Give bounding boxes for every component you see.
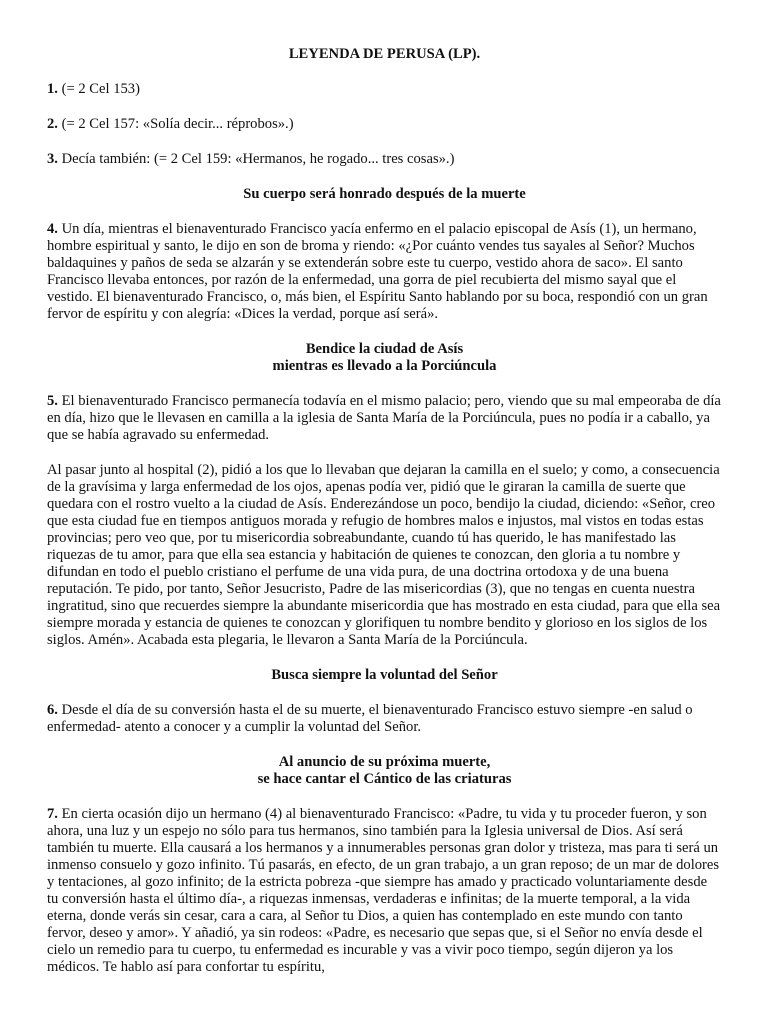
- paragraph-6: [47, 702, 722, 736]
- section-heading: Busca siempre la voluntad del Señor: [271, 667, 498, 683]
- paragraph-1: [47, 81, 722, 98]
- paragraph-number: 3.: [47, 151, 58, 167]
- paragraph-4: [47, 221, 722, 323]
- section-heading-line: mientras es llevado a la Porciúncula: [272, 358, 497, 374]
- document-title: LEYENDA DE PERUSA (LP).: [288, 46, 481, 62]
- paragraph-text: En cierta ocasión dijo un hermano (4) al bienaventurado Francisco: «Padre, tu vida y tu proceder fueron, y son ahora, una luz y un espejo no sólo para tus hermanos, sino también para la Iglesia universal de Dios. Así será también tu muerte. Ella causará a los hermanos y a innumerables personas gran dolor y tristeza, mas para ti será un inmenso consuelo y gozo infinito. Tú pasarás, en efecto, de un gran trabajo, a un gran reposo; de un mar de dolores y tentaciones, al gozo infinito; de la estricta pobreza -que siempre has amado y practicado voluntariamente desde tu conversión hasta el último día-, a riquezas inmensas, verdaderas e infinitas; de la muerte temporal, a la vida eterna, donde verás sin cesar, cara a cara, al Señor tu Dios, a quien has contemplado en este mundo con tanto fervor, deseo y amor». Y añadió, ya sin rodeos: «Padre, es necesario que sepas que, si el Señor no envía desde el cielo un remedio para tu cuerpo, tu enfermedad es incurable y vas a vivir poco tiempo, según dijeron ya los médicos. Te hablo así para confortar tu espíritu,: [47, 806, 720, 975]
- document-page: [47, 46, 722, 994]
- paragraph-number: 1.: [47, 81, 58, 97]
- section-heading-line: Al anuncio de su próxima muerte,: [278, 754, 491, 770]
- paragraph-number: 2.: [47, 116, 58, 132]
- paragraph-text: El bienaventurado Francisco permanecía todavía en el mismo palacio; pero, viendo que su mal empeoraba de día en día, hizo que le llevasen en camilla a la iglesia de Santa María de la Porciúncula, pues no podía ir a caballo, ya que se había agravado su enfermedad.: [47, 393, 721, 443]
- section-heading-line: Bendice la ciudad de Asís: [305, 341, 464, 357]
- section-heading: [47, 754, 722, 788]
- paragraph-text: (= 2 Cel 157: «Solía decir... réprobos».): [57, 116, 294, 132]
- paragraph-number: 7.: [47, 806, 58, 822]
- paragraph-number: 4.: [47, 221, 58, 237]
- paragraph-text: Desde el día de su conversión hasta el de su muerte, el bienaventurado Francisco estuvo siempre -en salud o enfermedad- atento a conocer y a cumplir la voluntad del Señor.: [47, 702, 693, 735]
- section-heading-line: se hace cantar el Cántico de las criaturas: [257, 771, 512, 787]
- section-heading: Su cuerpo será honrado después de la muerte: [243, 186, 526, 202]
- paragraph-number: 6.: [47, 702, 58, 718]
- paragraph-text: (= 2 Cel 153): [57, 81, 140, 97]
- paragraph-3: [47, 151, 722, 168]
- paragraph-number: 5.: [47, 393, 58, 409]
- paragraph-5-continued: Al pasar junto al hospital (2), pidió a los que lo llevaban que dejaran la camilla en el suelo; y como, a consecuencia de la gravísima y larga enfermedad de los ojos, apenas podía ver, pidió que le giraran la camilla de suerte que quedara con el rostro vuelto a la ciudad de Asís. Enderezándose un poco, bendijo la ciudad, diciendo: «Señor, creo que esta ciudad fue en tiempos antiguos morada y refugio de hombres malos e injustos, mal vistos en todas estas provincias; pero veo que, por tu misericordia sobreabundante, cuando tú has querido, le has manifestado las riquezas de tu amor, para que ella sea estancia y habitación de quienes te conozcan, den gloria a tu nombre y difundan en todo el pueblo cristiano el perfume de una vida pura, de una doctrina ortodoxa y de una buena reputación. Te pido, por tanto, Señor Jesucristo, Padre de las misericordias (3), que no tengas en cuenta nuestra ingratitud, sino que recuerdes siempre la abundante misericordia que has mostrado en esta ciudad, para que ella sea siempre morada y estancia de quienes te conozcan y glorifiquen tu nombre bendito y glorioso en los siglos de los siglos. Amén». Acabada esta plegaria, le llevaron a Santa María de la Porciúncula.: [47, 462, 721, 648]
- paragraph-2: [47, 116, 722, 133]
- paragraph-5: [47, 393, 722, 444]
- paragraph-text: Un día, mientras el bienaventurado Francisco yacía enfermo en el palacio episcopal de Asís (1), un hermano, hombre espiritual y santo, le dijo en son de broma y riendo: «¿Por cuánto vendes tus sayales al Señor? Muchos baldaquines y paños de seda se alzarán y se extenderán sobre este tu cuerpo, vestido ahora de saco». El santo Francisco llevaba entonces, por razón de la enfermedad, una gorra de piel recubierta del mismo sayal que el vestido. El bienaventurado Francisco, o, más bien, el Espíritu Santo hablando por su boca, respondió con un gran fervor de espíritu y con alegría: «Dices la verdad, porque así será».: [47, 221, 708, 322]
- paragraph-7: [47, 806, 722, 976]
- paragraph-text: Decía también: (= 2 Cel 159: «Hermanos, he rogado... tres cosas».): [57, 151, 455, 167]
- section-heading: [47, 341, 722, 375]
